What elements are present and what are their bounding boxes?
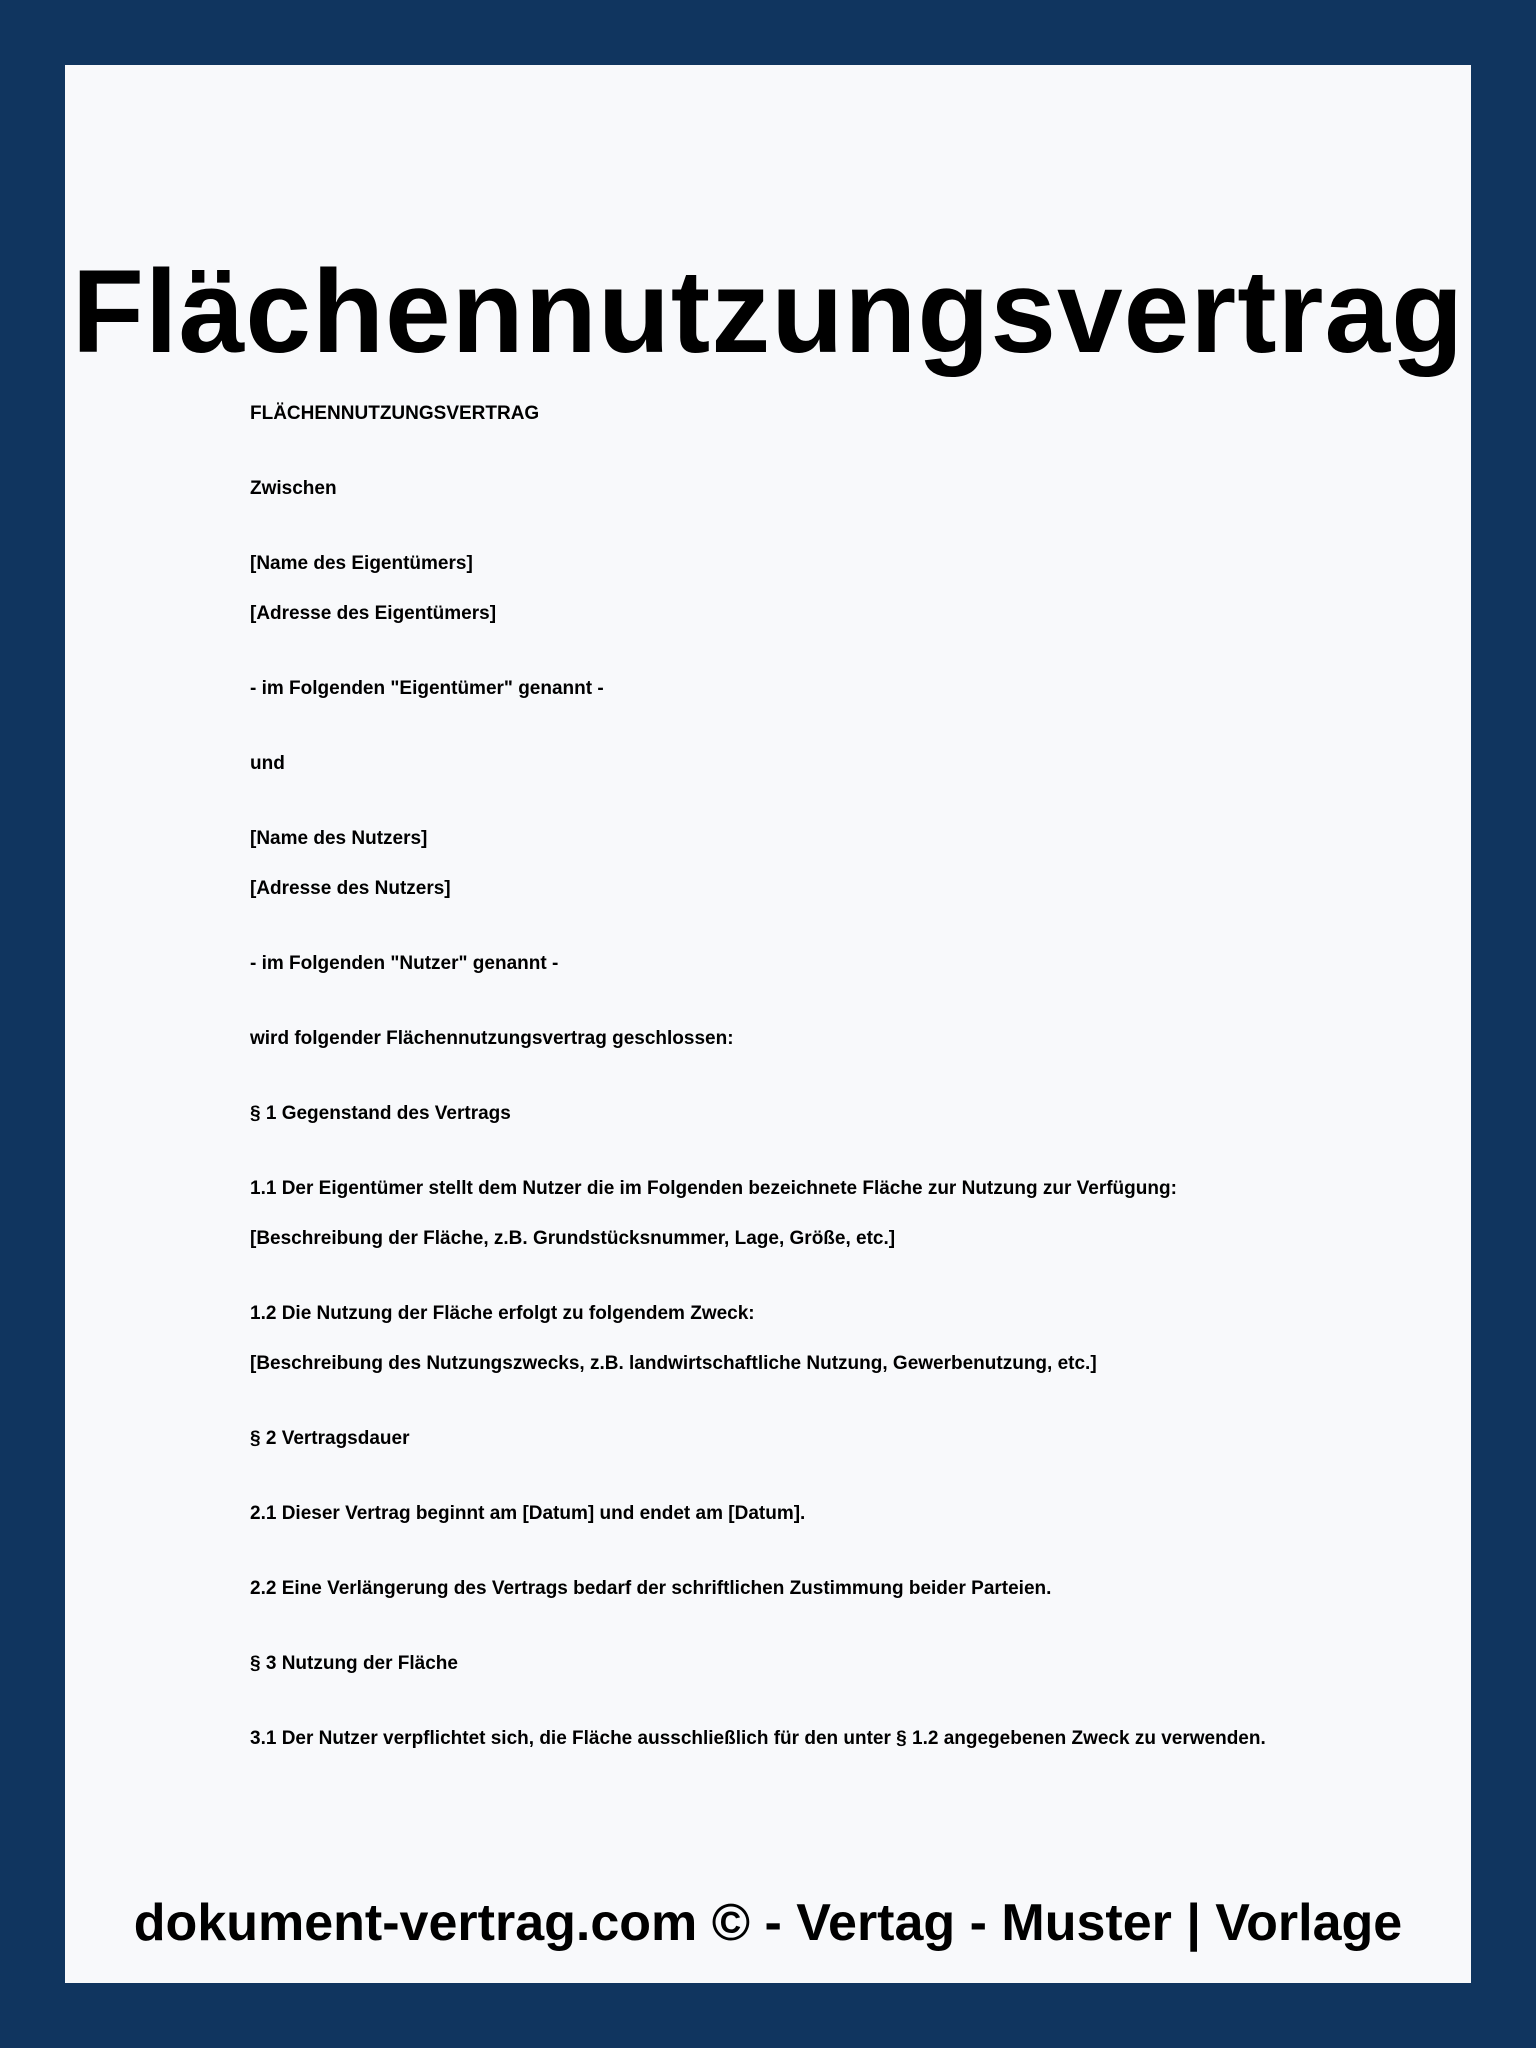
placeholder-line: [Beschreibung des Nutzungszwecks, z.B. landwirtschaftliche Nutzung, Gewerbenutzung, etc.] [250,1353,1097,1374]
heading-line: FLÄCHENNUTZUNGSVERTRAG [250,403,540,424]
clause-line: 1.1 Der Eigentümer stellt dem Nutzer die im Folgenden bezeichnete Fläche zur Nutzung zur Verfügung: [250,1178,1177,1199]
placeholder-line: [Adresse des Eigentümers] [250,603,497,624]
clause-line: 2.2 Eine Verlängerung des Vertrags bedarf der schriftlichen Zustimmung beider Parteien. [250,1578,1052,1599]
text-line: - im Folgenden "Nutzer" genannt - [250,953,559,974]
footer-watermark: dokument-vertrag.com © - Vertag - Muster | Vorlage [133,1894,1403,1952]
clause-line: 3.1 Der Nutzer verpflichtet sich, die Fläche ausschließlich für den unter § 1.2 angegebenen Zweck zu verwenden. [250,1728,1266,1749]
placeholder-line: [Adresse des Nutzers] [250,878,451,899]
text-line: wird folgender Flächennutzungsvertrag geschlossen: [250,1028,734,1049]
placeholder-line: [Beschreibung der Fläche, z.B. Grundstücksnummer, Lage, Größe, etc.] [250,1228,896,1249]
text-line: und [250,753,285,774]
document-page [65,65,1471,1983]
clause-line: 1.2 Die Nutzung der Fläche erfolgt zu folgendem Zweck: [250,1303,755,1324]
text-line: Zwischen [250,478,337,499]
placeholder-line: [Name des Nutzers] [250,828,428,849]
section-heading: § 1 Gegenstand des Vertrags [250,1103,511,1124]
section-heading: § 3 Nutzung der Fläche [250,1653,458,1674]
document-title: Flächennutzungsvertrag [71,246,1465,378]
placeholder-line: [Name des Eigentümers] [250,553,473,574]
section-heading: § 2 Vertragsdauer [250,1428,410,1449]
clause-line: 2.1 Dieser Vertrag beginnt am [Datum] und endet am [Datum]. [250,1503,806,1524]
text-line: - im Folgenden "Eigentümer" genannt - [250,678,604,699]
